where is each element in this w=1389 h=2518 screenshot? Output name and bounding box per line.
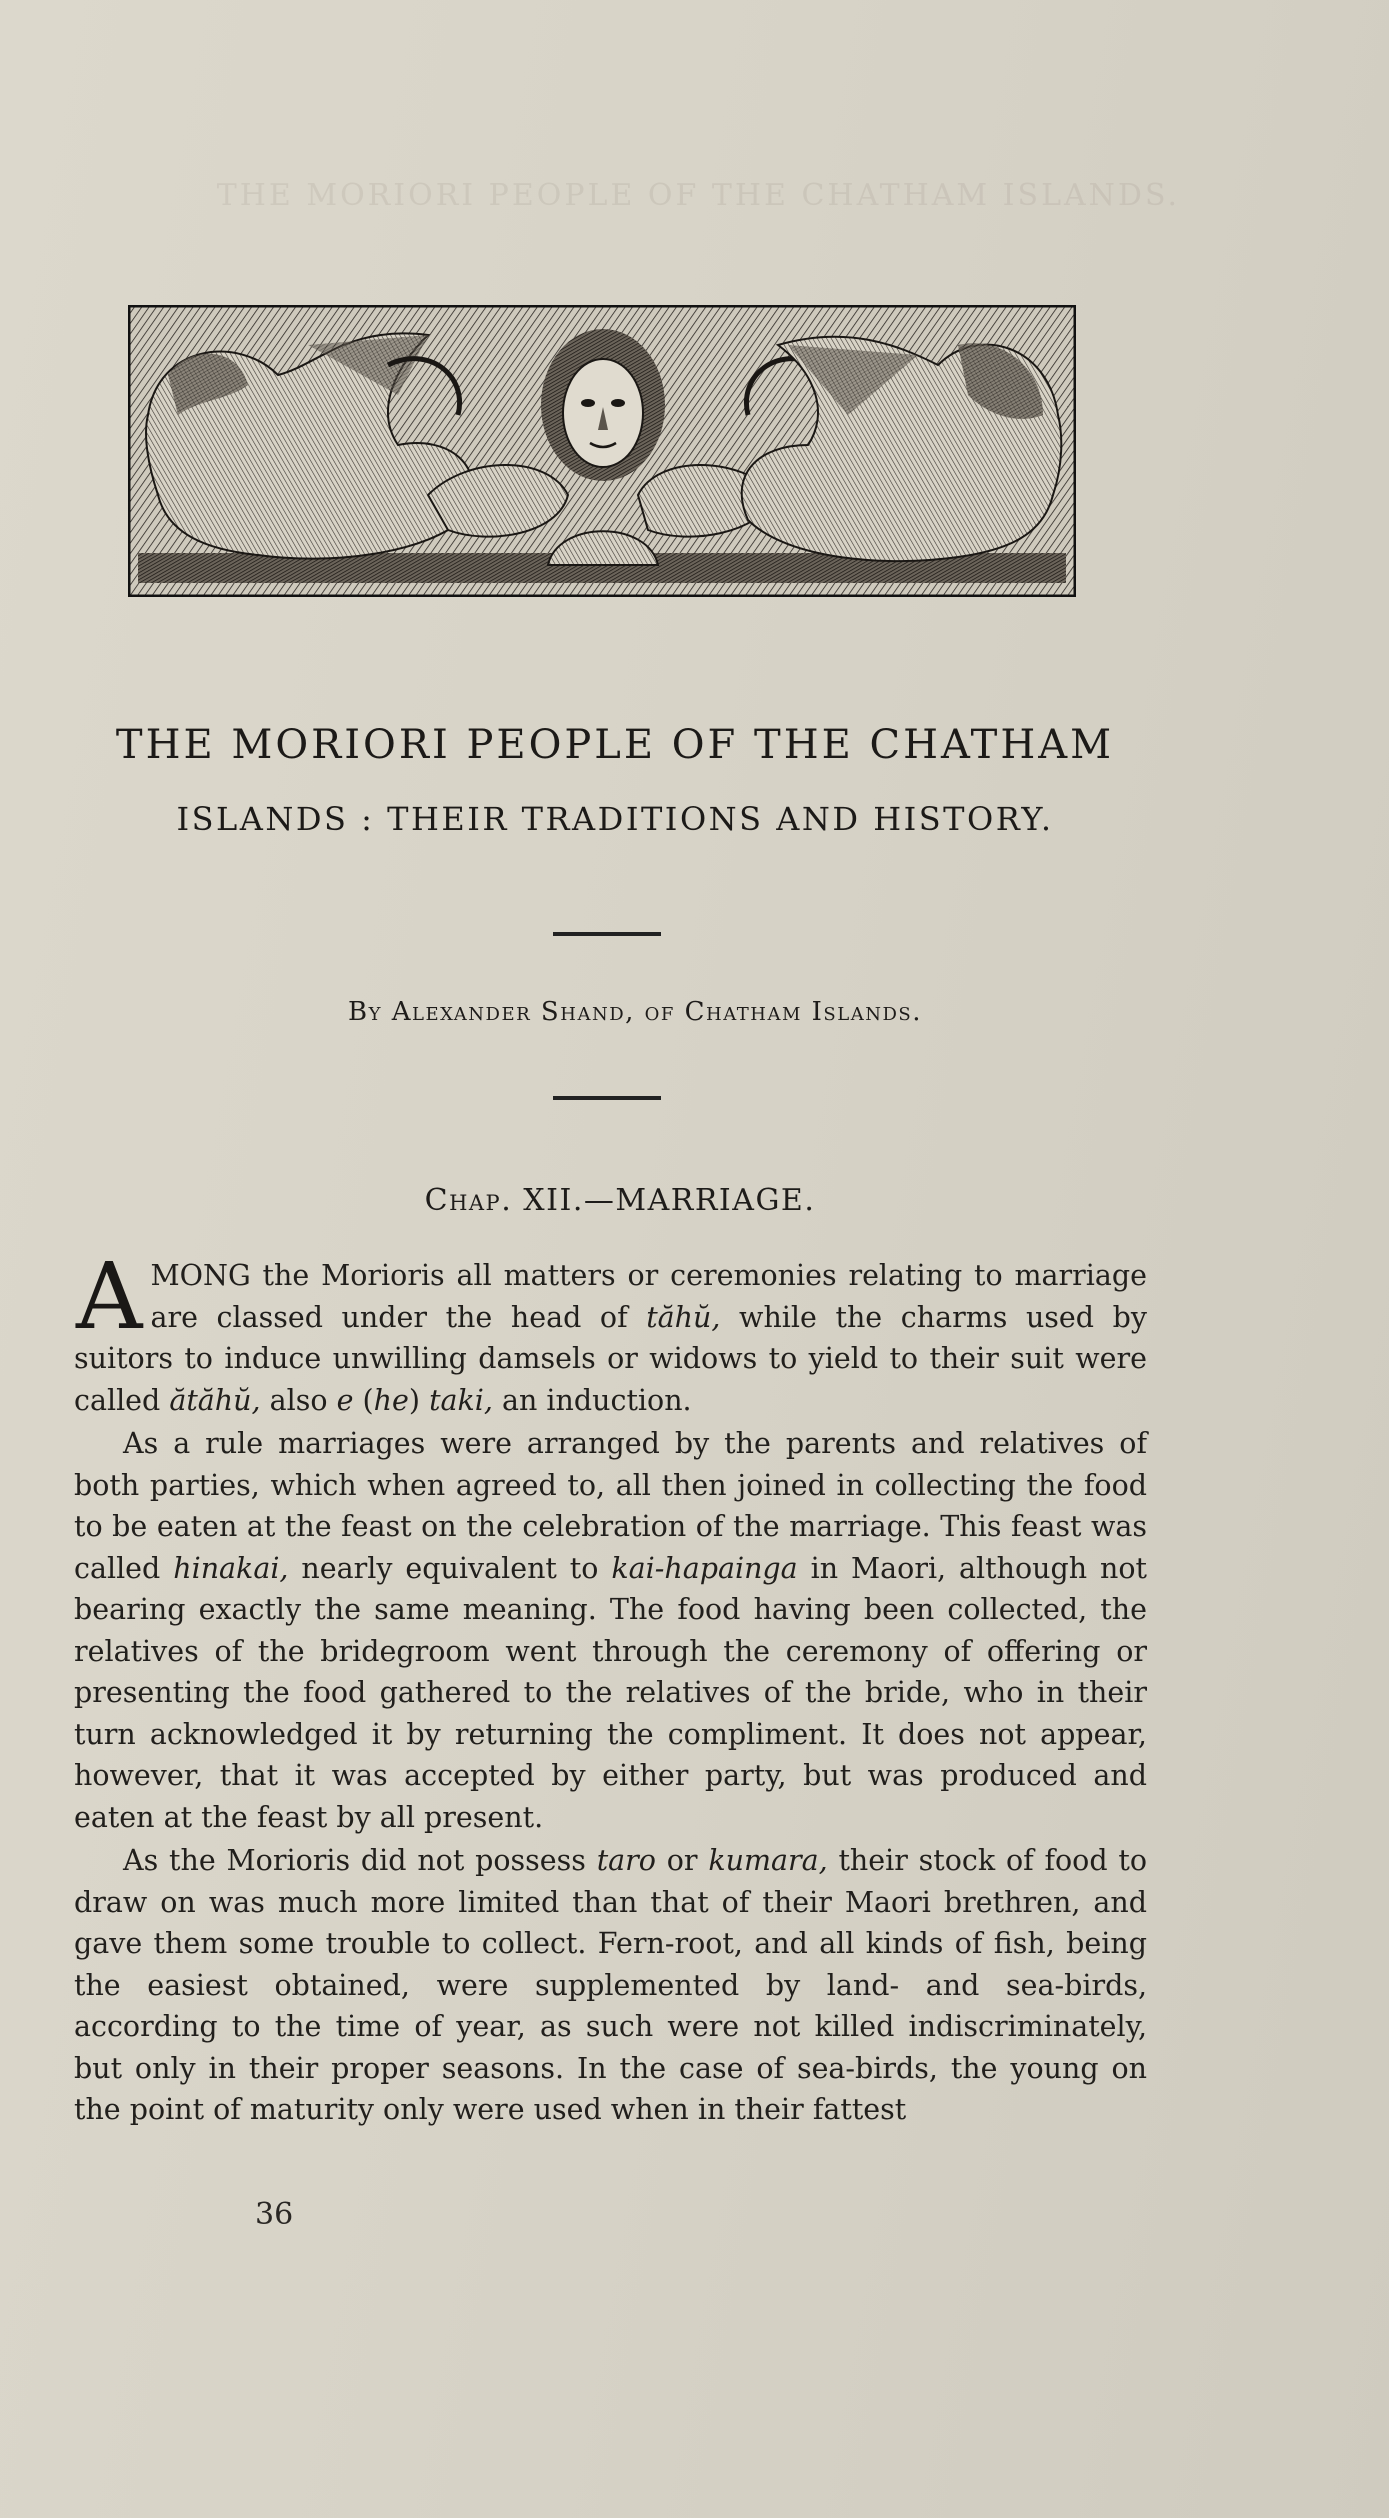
term-taki: taki, (429, 1383, 493, 1417)
term-kai-hapainga: kai-hapainga (611, 1551, 798, 1585)
paragraph-1 (74, 1243, 1147, 1421)
paragraph-3-text: or (655, 1844, 709, 1877)
term-kumara: kumara, (708, 1844, 828, 1877)
article-body (74, 1243, 1148, 2131)
chapter-title: XII.—MARRIAGE. (523, 1183, 816, 1218)
paragraph-1-text: MONG the Morioris all matters or ceremonies relating to marriage are classed under the head of (150, 1259, 1147, 1334)
paragraph-1-text: ( (353, 1383, 374, 1417)
paragraph-2 (74, 1423, 1147, 1838)
paragraph-1-text: while the charms used by suitors to induce unwilling damsels or widows to yield to their suit were called (74, 1300, 1147, 1417)
paragraph-1-text: also (260, 1383, 337, 1417)
title-divider-rule (553, 932, 661, 936)
paragraph-2-text: nearly equivalent to (288, 1551, 612, 1585)
paragraph-1-text: ) (408, 1383, 430, 1417)
author-divider-rule (553, 1096, 661, 1100)
paragraph-3-text: As the Morioris did not possess (123, 1844, 597, 1877)
term-taro: taro (596, 1844, 656, 1877)
term-tahu: tăhŭ, (646, 1300, 721, 1334)
drop-cap: A (76, 1243, 143, 1350)
bleed-through-running-head: THE MORIORI PEOPLE OF THE CHATHAM ISLANDS. (216, 178, 1180, 213)
chapter-heading (70, 1183, 1170, 1218)
author-byline: By Alexander Shand, of Chatham Islands. (348, 997, 922, 1027)
ornamental-headpiece-icon (128, 305, 1076, 597)
term-atahu: ătăhŭ, (169, 1383, 261, 1417)
page-number: 36 (255, 2197, 294, 2232)
paragraph-2-text: in Maori, although not bearing exactly the same meaning. The food having been collected, the relatives of the bridegroom went through the ceremony of offering or presenting the food gathered to the relatives of the bride, who in their turn acknowledged it by returning the compliment. It does not appear, however, that it was accepted by either party, but was produced and eaten at the feast by all present. (74, 1551, 1147, 1834)
article-title-line-1: THE MORIORI PEOPLE OF THE CHATHAM (115, 722, 1115, 768)
paragraph-3-text: their stock of food to draw on was much more limited than that of their Maori brethren, and gave them some trouble to collect. Fern-root, and all kinds of fish, being the easiest obtained, were supplemented by land- and sea-birds, according to the time of year, as such were not killed indiscriminately, but only in their proper seasons. In the case of sea-birds, the young on the point of maturity only were used when in their fattest (74, 1844, 1148, 2126)
paragraph-3 (74, 1840, 1147, 2131)
paragraph-1-text: an induction. (492, 1383, 692, 1417)
term-he: he (373, 1383, 409, 1417)
term-hinakai: hinakai, (173, 1551, 289, 1585)
term-e: e (336, 1383, 354, 1417)
article-title-line-2: ISLANDS : THEIR TRADITIONS AND HISTORY. (176, 800, 1054, 838)
paragraph-2-text: As a rule marriages were arranged by the parents and relatives of both parties, which when agreed to, all then joined in collecting the food to be eaten at the feast on the celebration of the marriage. This feast was called (74, 1427, 1147, 1585)
chapter-prefix: Chap. (424, 1183, 513, 1218)
